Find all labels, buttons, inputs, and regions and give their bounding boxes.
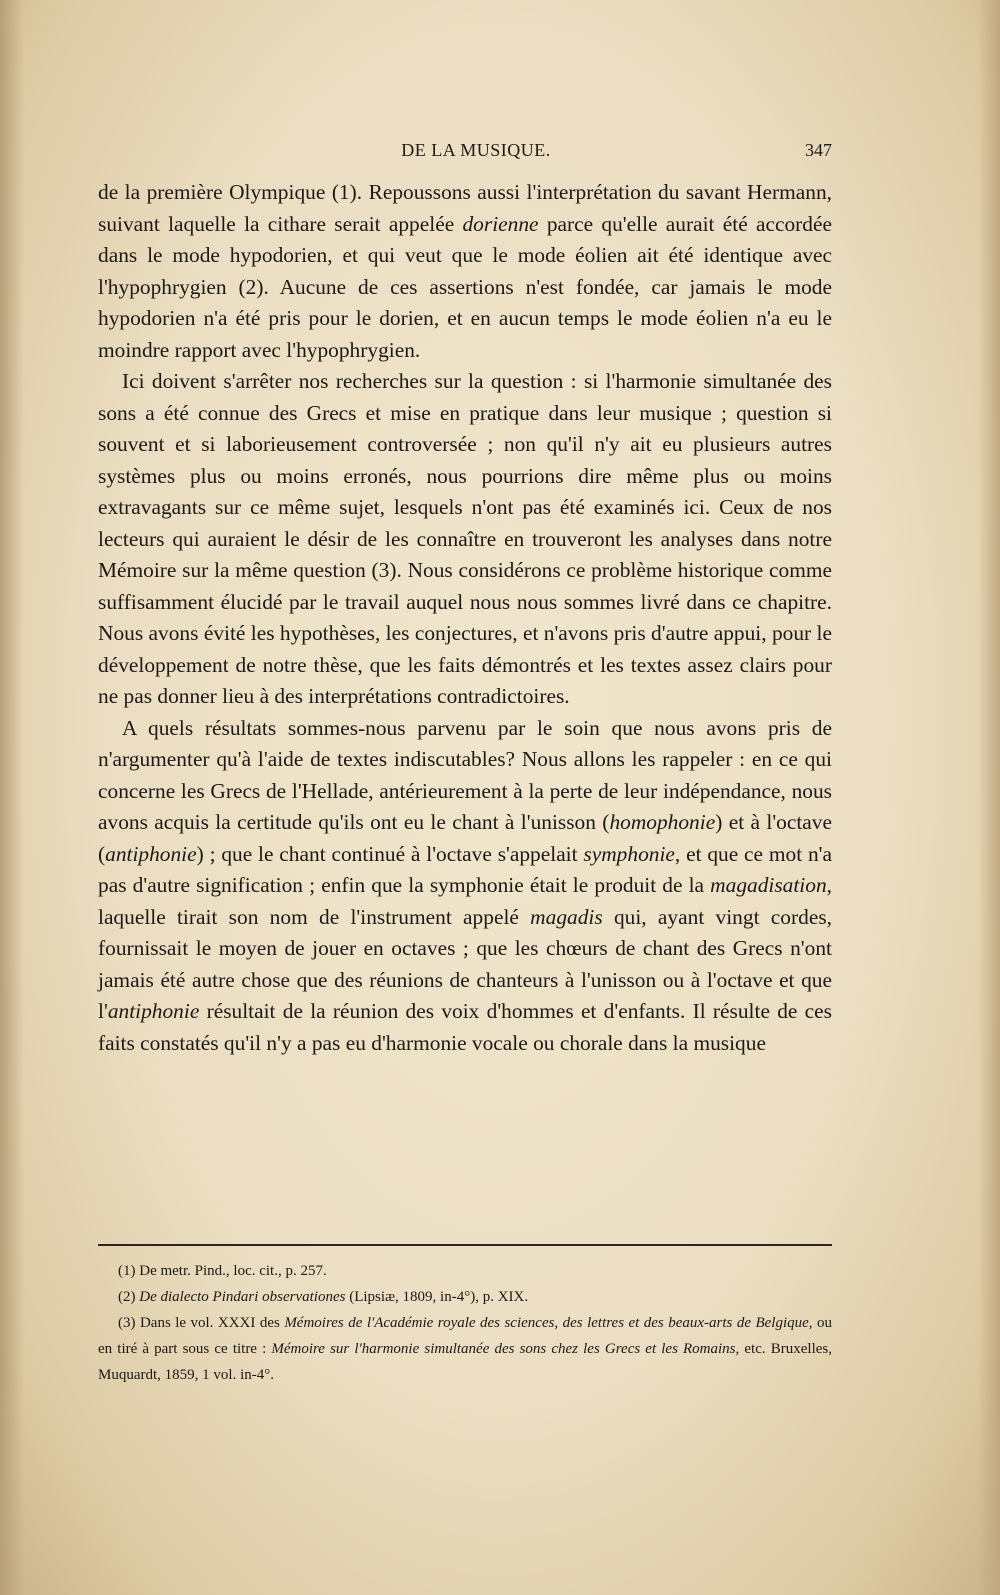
text-run: A quels résultats sommes-nous parvenu par le soin que nous avons pris de n'argumenter qu'à l'aide de textes indiscutables? Nous allons les rappeler : en ce qui concerne les Grecs de l'Hellade, antérieurement à la perte de leur indépendance, nous avons acquis la certitude qu'ils ont eu le chant à l'unisson ( <box>98 715 832 834</box>
text-run: , laquelle tirait son nom de l'instrument appelé <box>98 873 832 929</box>
text-run: qui, ayant vingt cordes, fournissait le moyen de jouer en octaves ; que les chœurs de chant des Grecs n'ont jamais été autre chose que des réunions de chanteurs à l'unisson ou à l'octave et que l' <box>98 904 832 1023</box>
paragraph-2 <box>98 366 832 713</box>
footnote-1 <box>98 1258 832 1284</box>
text-run: Ici doivent s'arrêter nos recherches sur la question : si l'harmonie simultanée des sons a été connue des Grecs et mise en pratique dans leur musique ; question si souvent et si laborieusement controversée ; non qu'il n'y ait eu plusieurs autres systèmes plus ou moins erronés, nous pourrions dire même plus ou moins extravagants sur ce même sujet, lesquels n'ont pas été examinés ici. Ceux de nos lecteurs qui auraient le désir de les connaître en trouveront les analyses dans notre Mémoire sur la même question (3). Nous considérons ce problème historique comme suffisamment élucidé par le travail auquel nous nous sommes livré dans ce chapitre. Nous avons évité les hypothèses, les conjectures, et n'avons pris d'autre appui, pour le développement de notre thèse, que les faits démontrés et les textes assez clairs pour ne pas donner lieu à des interprétations contradictoires. <box>98 369 832 708</box>
body-text <box>98 177 832 1059</box>
text-run: (2) <box>118 1289 140 1305</box>
running-title: DE LA MUSIQUE. <box>401 140 551 160</box>
footnote-rule <box>98 1244 832 1246</box>
emphasis: symphonie <box>583 841 675 866</box>
text-run: ) et à l'octave ( <box>98 810 832 866</box>
paragraph-3 <box>98 713 832 1060</box>
footnote-2 <box>98 1284 832 1310</box>
emphasis: antiphonie <box>107 999 200 1023</box>
emphasis: antiphonie <box>105 841 197 866</box>
emphasis: Mémoires de l'Académie royale des sciences, des lettres et des beaux-arts de Belgique <box>284 1315 809 1331</box>
emphasis: homophonie <box>609 810 716 834</box>
emphasis: magadis <box>530 904 603 929</box>
text-run: , ou en tiré à part sous ce titre : <box>98 1315 832 1357</box>
emphasis: Mémoire sur l'harmonie simultanée des sons chez les Grecs et les Romains <box>271 1341 736 1357</box>
page-number: 347 <box>805 140 832 160</box>
text-run: (3) Dans le vol. XXXI des <box>118 1315 285 1331</box>
text-run: , et que ce mot n'a pas d'autre signification ; enfin que la symphonie était le produit de la <box>98 841 833 897</box>
footnotes <box>98 1258 832 1388</box>
emphasis: dorienne <box>462 211 539 236</box>
paragraph-1 <box>98 177 832 366</box>
text-run: ) ; que le chant continué à l'octave s'appelait <box>196 841 584 866</box>
text-run: (Lipsiæ, 1809, in-4°), p. XIX. <box>345 1289 529 1305</box>
text-run: (1) De metr. Pind., loc. cit., p. 257. <box>118 1263 327 1279</box>
page-header <box>100 140 832 170</box>
text-run: résultait de la réunion des voix d'hommes et d'enfants. Il résulte de ces faits constatés qu'il n'y a pas eu d'harmonie vocale ou chorale dans la musique <box>98 999 832 1055</box>
footnote-3 <box>98 1310 832 1388</box>
text-run: parce qu'elle aurait été accordée dans le mode hypodorien, et qui veut que le mode éolien ait été identique avec l'hypophrygien (2). Aucune de ces assertions n'est fondée, car jamais le mode hypodorien n'a été pris pour le dorien, et en aucun temps le mode éolien n'a eu le moindre rapport avec l'hypophrygien. <box>98 211 832 362</box>
emphasis: De dialecto Pindari observationes <box>139 1289 346 1305</box>
text-run: de la première Olympique (1). Repoussons aussi l'interprétation du savant Hermann, suivant laquelle la cithare serait appelée <box>98 180 832 236</box>
text-run: , etc. Bruxelles, Muquardt, 1859, 1 vol. in-4°. <box>98 1341 832 1383</box>
emphasis: magadisation <box>710 873 827 897</box>
